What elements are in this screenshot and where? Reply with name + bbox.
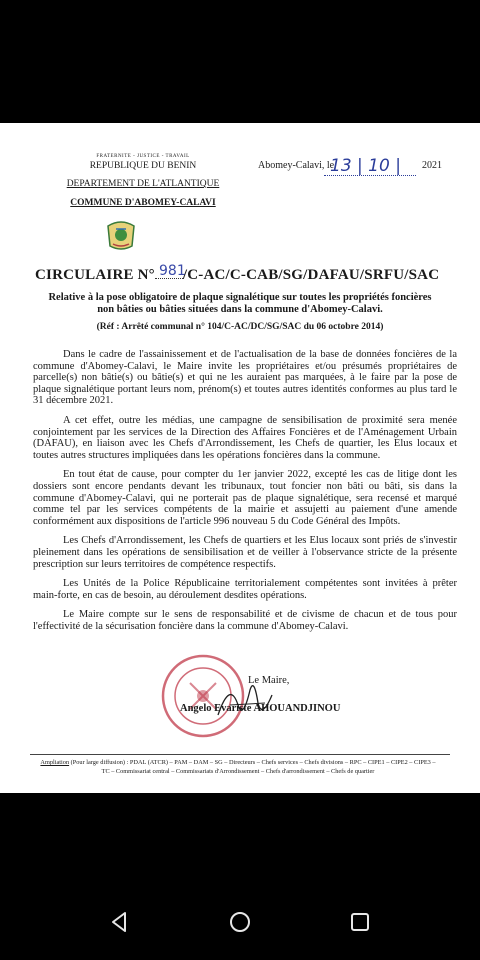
paragraph: Les Unités de la Police Républicaine territorialement compétentes sont invitées à prêter main-forte, en cas de besoin, au déroulement desdites opérations.: [33, 578, 457, 601]
circular-suffix: /C-AC/C-CAB/SG/DAFAU/SRFU/SAC: [182, 267, 440, 283]
paragraph: En tout état de cause, pour compter du 1er janvier 2022, excepté les cas de litige dont les dossiers sont encore pendants devant les tribunaux, tout foncier non bâti ou bâti, sis dans la commune d'Abomey-Calavi, qui ne porterait pas de plaque signalétique, sera recensé et marqué comme tel par les services compétents de la mairie et assujetti au paiement d'une amende conformément aux dispositions de l'article 996 nouveau 5 du Code Général des Impôts.: [33, 469, 457, 527]
paragraph: Le Maire compte sur le sens de responsabilité et de civisme de chacun et de tous pour l'effectivité de la sécurisation foncière dans la commune d'Abomey-Calavi.: [33, 609, 457, 632]
circular-subject: Relative à la pose obligatoire de plaque signalétique sur toutes les propriétés foncières non bâties ou bâties situées dans la commune d'Abomey-Calavi.: [48, 292, 432, 315]
handwritten-circular-number: 981: [159, 263, 186, 279]
commune-name: COMMUNE D'ABOMEY-CALAVI: [70, 198, 216, 208]
home-icon[interactable]: [228, 910, 252, 934]
circular-title: [35, 267, 439, 284]
signatory-name: Angelo Evariste AHOUANDJINOU: [180, 703, 341, 714]
divider: [30, 754, 450, 755]
distribution-list: [36, 758, 440, 776]
republic-name: REPUBLIQUE DU BENIN: [89, 161, 197, 171]
back-icon[interactable]: [108, 910, 132, 934]
paragraph: Les Chefs d'Arrondissement, les Chefs de quartiers et les Elus locaux sont priés de s'investir pleinement dans les opérations de sensibilisation et de veiller à l'observance stricte de la présente prescription sur leurs territoires de compétence respectifs.: [33, 535, 457, 570]
circular-reference: (Réf : Arrêté communal n° 104/C-AC/DC/SG/SAC du 06 octobre 2014): [96, 322, 384, 332]
distribution-text: (Pour large diffusion) : PDAL (ATCR) – PAM – DAM – SG – Directeurs – Chefs services – Chefs divisions – RPC – CIPE1 – CIPE2 – CIPE3 – TC – Commissariat central – Commissariats d'Arrondissement – Chefs d'arrondissement – Chefs de quartier: [69, 759, 436, 775]
date-place: Abomey-Calavi, le: [258, 160, 335, 171]
letter-body: [33, 349, 457, 640]
recents-icon[interactable]: [348, 910, 372, 934]
motto: FRATERNITE - JUSTICE - TRAVAIL: [96, 154, 190, 159]
paragraph: Dans le cadre de l'assainissement et de l'actualisation de la base de données foncières de la commune d'Abomey-Calavi, le Maire invite les propriétaires et/ou présumés propriétaires de parcelle(s) non bâtie(s) ou bâtie(s) et qui ne les auraient pas marquées, à le faire par la pose de plaque signalétique portant leurs nom, prénom(s) et toutes autres identités conformes au plus tard le 31 décembre 2021.: [33, 349, 457, 407]
handwritten-signature-icon: [210, 675, 280, 725]
department-name: DEPARTEMENT DE L'ATLANTIQUE: [66, 179, 220, 189]
circular-prefix: CIRCULAIRE N°: [35, 267, 155, 283]
emblem-icon: [104, 220, 138, 252]
date-dotted-line: [324, 175, 416, 176]
date-year: 2021: [422, 160, 442, 171]
handwritten-date: 13 | 10 |: [330, 156, 401, 176]
signatory-title: Le Maire,: [248, 675, 290, 686]
document-page: [0, 123, 480, 793]
paragraph: A cet effet, outre les médias, une campagne de sensibilisation de proximité sera menée conjointement par les services de la Direction des Affaires Foncières et de l'Aménagement Urbain (DAFAU), en liaison avec les Chefs d'Arrondissement, les Chefs de quartier, les Elus locaux et toutes autres structures impliquées dans les opérations foncières dans la commune.: [33, 414, 457, 461]
distribution-label: Ampliation: [40, 759, 70, 766]
